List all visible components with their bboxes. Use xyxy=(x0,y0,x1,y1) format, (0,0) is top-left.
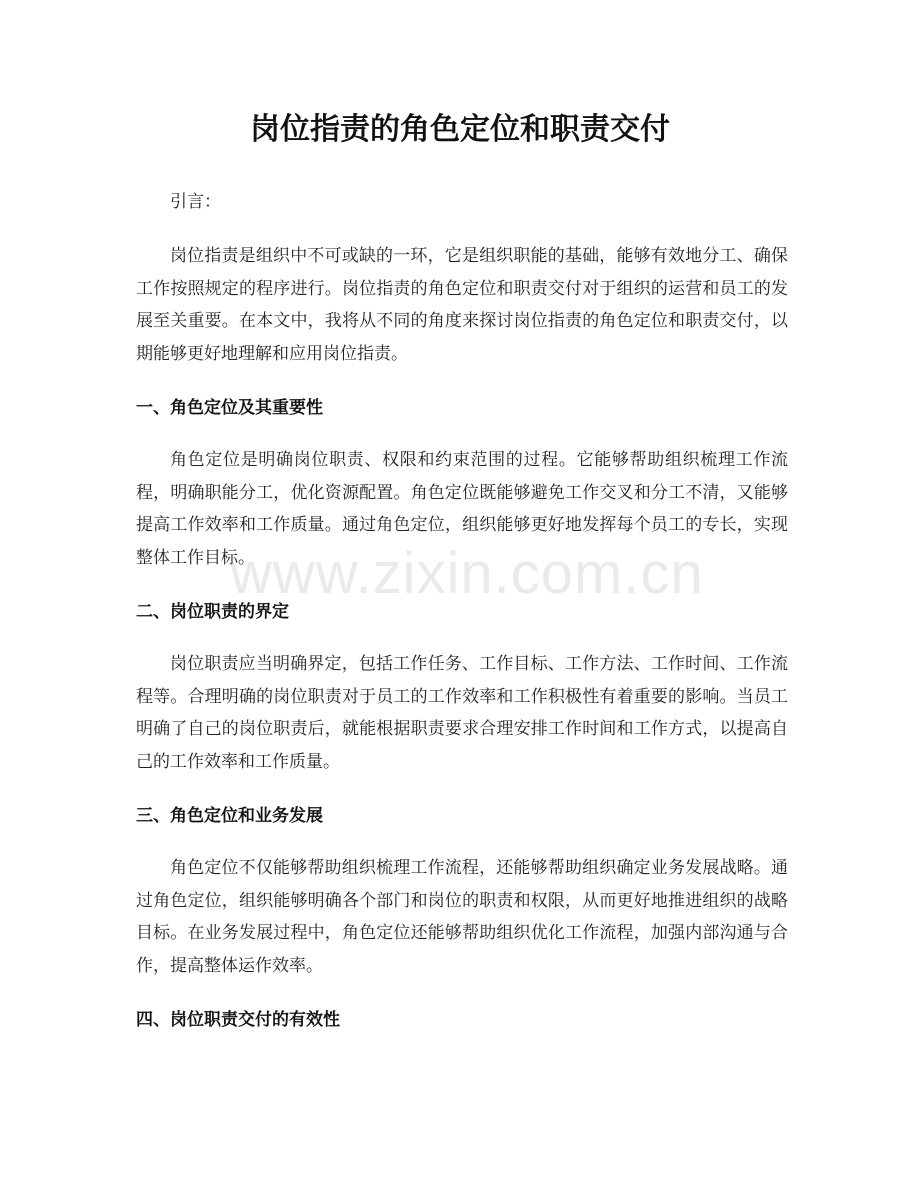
section-4-heading: 四、岗位职责交付的有效性 xyxy=(136,1010,340,1030)
document-title: 岗位指责的角色定位和职责交付 xyxy=(250,112,670,147)
intro-label: 引言： xyxy=(170,192,221,212)
section-3-heading: 三、角色定位和业务发展 xyxy=(136,806,323,826)
section-1-paragraph: 角色定位是明确岗位职责、权限和约束范围的过程。它能够帮助组织梳理工作流程，明确职能分工，优化资源配置。角色定位既能够避免工作交叉和分工不清，又能够提高工作效率和工作质量。通过角色定位，组织能够更好地发挥每个员工的专长，实现整体工作目标。 xyxy=(136,450,788,568)
section-1-heading: 一、角色定位及其重要性 xyxy=(136,398,323,418)
section-2-heading: 二、岗位职责的界定 xyxy=(136,602,289,622)
section-3-paragraph: 角色定位不仅能够帮助组织梳理工作流程，还能够帮助组织确定业务发展战略。通过角色定位，组织能够明确各个部门和岗位的职责和权限，从而更好地推进组织的战略目标。在业务发展过程中，角色定位还能够帮助组织优化工作流程，加强内部沟通与合作，提高整体运作效率。 xyxy=(136,858,788,976)
section-2-paragraph: 岗位职责应当明确界定，包括工作任务、工作目标、工作方法、工作时间、工作流程等。合理明确的岗位职责对于员工的工作效率和工作积极性有着重要的影响。当员工明确了自己的岗位职责后，就能根据职责要求合理安排工作时间和工作方式，以提高自己的工作效率和工作质量。 xyxy=(136,654,788,772)
intro-paragraph: 岗位指责是组织中不可或缺的一环，它是组织职能的基础，能够有效地分工、确保工作按照规定的程序进行。岗位指责的角色定位和职责交付对于组织的运营和员工的发展至关重要。在本文中，我将从不同的角度来探讨岗位指责的角色定位和职责交付，以期能够更好地理解和应用岗位指责。 xyxy=(136,246,788,364)
document-body xyxy=(136,186,788,1036)
watermark: www.zixin.com.cn xyxy=(230,541,704,606)
